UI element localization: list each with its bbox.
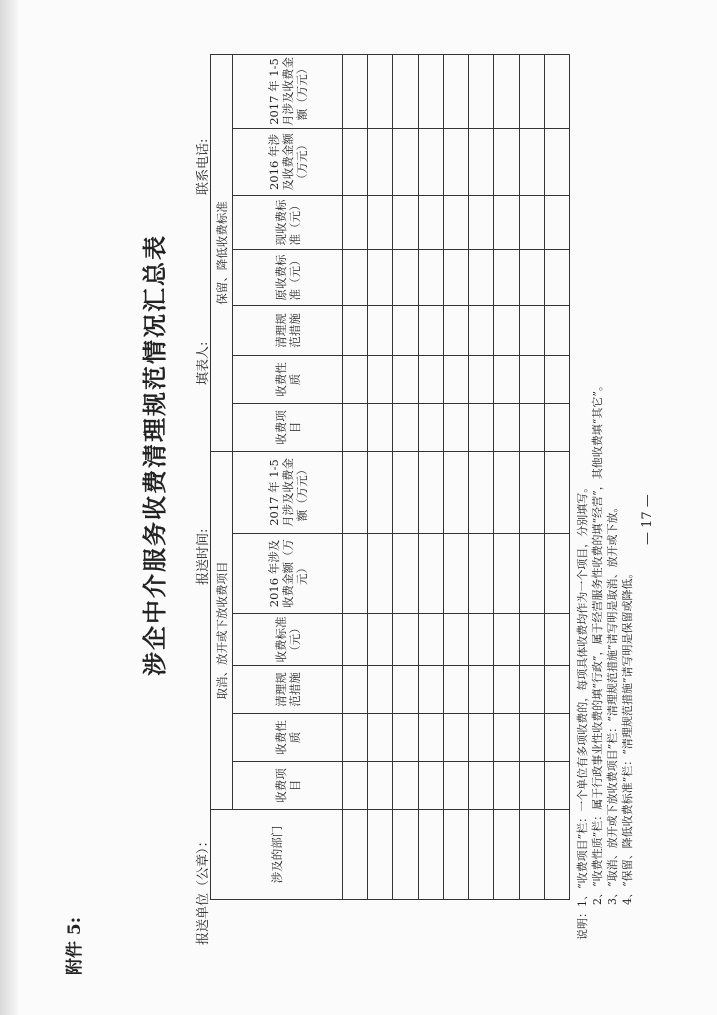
table-cell [443,666,468,714]
table-cell [494,403,519,451]
table-cell [469,451,494,533]
table-cell [469,128,494,195]
table-cell [393,810,418,900]
table-cell [443,451,468,533]
table-cell [519,195,544,249]
col-header: 清理规范措施 [233,305,343,355]
table-cell [393,249,418,305]
table-cell [368,762,393,810]
table-cell [544,249,569,305]
table-cell [368,451,393,533]
table-cell [368,355,393,403]
table-cell [368,810,393,900]
table-cell [544,451,569,533]
table-cell [494,305,519,355]
table-cell [544,534,569,614]
report-time-label: 报送时间: [196,528,211,585]
col-header: 收费性质 [233,714,343,762]
table-cell [519,128,544,195]
table-cell [494,666,519,714]
table-cell [469,403,494,451]
table-cell [544,403,569,451]
table-cell [443,305,468,355]
table-cell [368,195,393,249]
table-cell [368,534,393,614]
table-cell [519,810,544,900]
table-cell [519,54,544,128]
col-header: 2017 年 1-5 月涉及收费金额（万元） [233,54,343,128]
table-cell [519,403,544,451]
table-cell [494,762,519,810]
table-cell [418,534,443,614]
table-cell [368,128,393,195]
table-cell [343,305,368,355]
col-header: 2016 年涉及收费金额（万元） [233,128,343,195]
table-cell [393,451,418,533]
note-line: 2、“收费性质”栏：属于行政事业性收费的填“行政”，属于经营服务性收费的填“经营”，其他收费填“其它”。 [591,380,604,905]
table-cell [343,355,368,403]
table-cell [343,614,368,666]
table-cell [343,810,368,900]
table-cell [368,614,393,666]
dept-header: 涉及的部门 [211,810,343,900]
phone-label: 联系电话: [196,138,211,195]
table-cell [469,305,494,355]
table-cell [494,355,519,403]
table-cell [443,403,468,451]
table-cell [494,195,519,249]
retain-group-header: 保留、降低收费标准 [211,54,233,451]
summary-table [210,54,570,900]
table-cell [368,666,393,714]
table-cell [494,810,519,900]
table-cell [469,714,494,762]
table-cell [494,451,519,533]
table-row [418,54,443,899]
col-header: 收费标准（元） [233,614,343,666]
table-cell [544,762,569,810]
table-cell [494,614,519,666]
table-cell [418,128,443,195]
note-line: 说明：1、“收费项目”栏：一个单位有多项收费的，每项具体收费均作为一个项目，分别填写。 [576,481,589,940]
table-cell [443,810,468,900]
table-cell [519,249,544,305]
table-cell [519,534,544,614]
table-cell [418,249,443,305]
table-cell [494,534,519,614]
table-cell [544,128,569,195]
col-header: 2017 年 1-5 月涉及收费金额（万元） [233,451,343,533]
table-cell [544,305,569,355]
table-cell [494,54,519,128]
table-cell [393,305,418,355]
cancel-group-header: 取消、放开或下放收费项目 [211,451,233,809]
table-cell [393,614,418,666]
table-cell [469,534,494,614]
table-cell [544,355,569,403]
table-cell [469,54,494,128]
table-cell [418,54,443,128]
table-cell [343,451,368,533]
table-cell [443,714,468,762]
table-cell [393,666,418,714]
table-cell [393,355,418,403]
table-cell [393,54,418,128]
table-cell [418,762,443,810]
table-cell [343,666,368,714]
table-cell [443,762,468,810]
table-cell [418,305,443,355]
col-header: 收费项目 [233,762,343,810]
table-cell [393,195,418,249]
table-cell [469,614,494,666]
table-cell [469,810,494,900]
table-cell [469,249,494,305]
table-cell [418,355,443,403]
table-cell [418,614,443,666]
table-cell [519,714,544,762]
col-header: 现收费标准（元） [233,195,343,249]
table-cell [343,54,368,128]
table-cell [544,54,569,128]
table-cell [519,451,544,533]
table-cell [393,403,418,451]
rotated-content [60,25,680,985]
table-cell [494,128,519,195]
table-body [343,54,570,899]
table-cell [343,403,368,451]
table-cell [443,195,468,249]
table-cell [519,614,544,666]
table-cell [544,195,569,249]
table-cell [368,54,393,128]
table-cell [519,355,544,403]
filler-label: 填表人: [196,341,211,385]
table-cell [343,762,368,810]
notes [575,380,635,940]
col-header: 收费项目 [233,403,343,451]
table-cell [469,762,494,810]
table-cell [443,128,468,195]
table-cell [418,810,443,900]
page-title: 涉企中介服务收费清理规范情况汇总表 [140,234,169,676]
table-cell [343,249,368,305]
table-cell [443,249,468,305]
table-cell [544,714,569,762]
table-row [368,54,393,899]
table-row [469,54,494,899]
table-cell [544,614,569,666]
note-line: 4、“保留、降低收费标准”栏：“清理规范措施”请写明是保留或降低。 [621,567,634,905]
table-cell [393,714,418,762]
table-cell [418,195,443,249]
attachment-label: 附件 5: [65,916,85,975]
table-row [393,54,418,899]
table-cell [519,762,544,810]
table-cell [519,305,544,355]
table-cell [393,128,418,195]
table-row [443,54,468,899]
col-header: 收费性质 [233,355,343,403]
table-cell [443,54,468,128]
table-cell [443,355,468,403]
table-cell [343,128,368,195]
note-line: 3、“取消、放开或下放收费项目”栏：“清理规范措施”请写明是取消、放开或下放。 [606,501,619,905]
table-row [343,54,368,899]
table-cell [343,714,368,762]
table-row [519,54,544,899]
table-cell [368,403,393,451]
table-row [544,54,569,899]
table-cell [544,810,569,900]
page-number: — 17 — [640,494,655,545]
table-cell [393,762,418,810]
table-cell [494,714,519,762]
table-cell [418,714,443,762]
table-cell [368,305,393,355]
table-cell [418,666,443,714]
table-cell [393,534,418,614]
table-cell [368,714,393,762]
table-cell [343,195,368,249]
col-header: 2016 年涉及收费金额（万元） [233,534,343,614]
table-cell [418,451,443,533]
table-cell [469,195,494,249]
table-cell [443,534,468,614]
col-header: 清理规范措施 [233,666,343,714]
reporting-unit-label: 报送单位（公章）： [196,834,211,945]
table-cell [494,249,519,305]
table-cell [368,249,393,305]
table-cell [544,666,569,714]
table-cell [418,403,443,451]
table-cell [343,534,368,614]
col-header: 原收费标准（元） [233,249,343,305]
table-cell [519,666,544,714]
table-cell [443,614,468,666]
table-row [494,54,519,899]
table-cell [469,355,494,403]
table-cell [469,666,494,714]
